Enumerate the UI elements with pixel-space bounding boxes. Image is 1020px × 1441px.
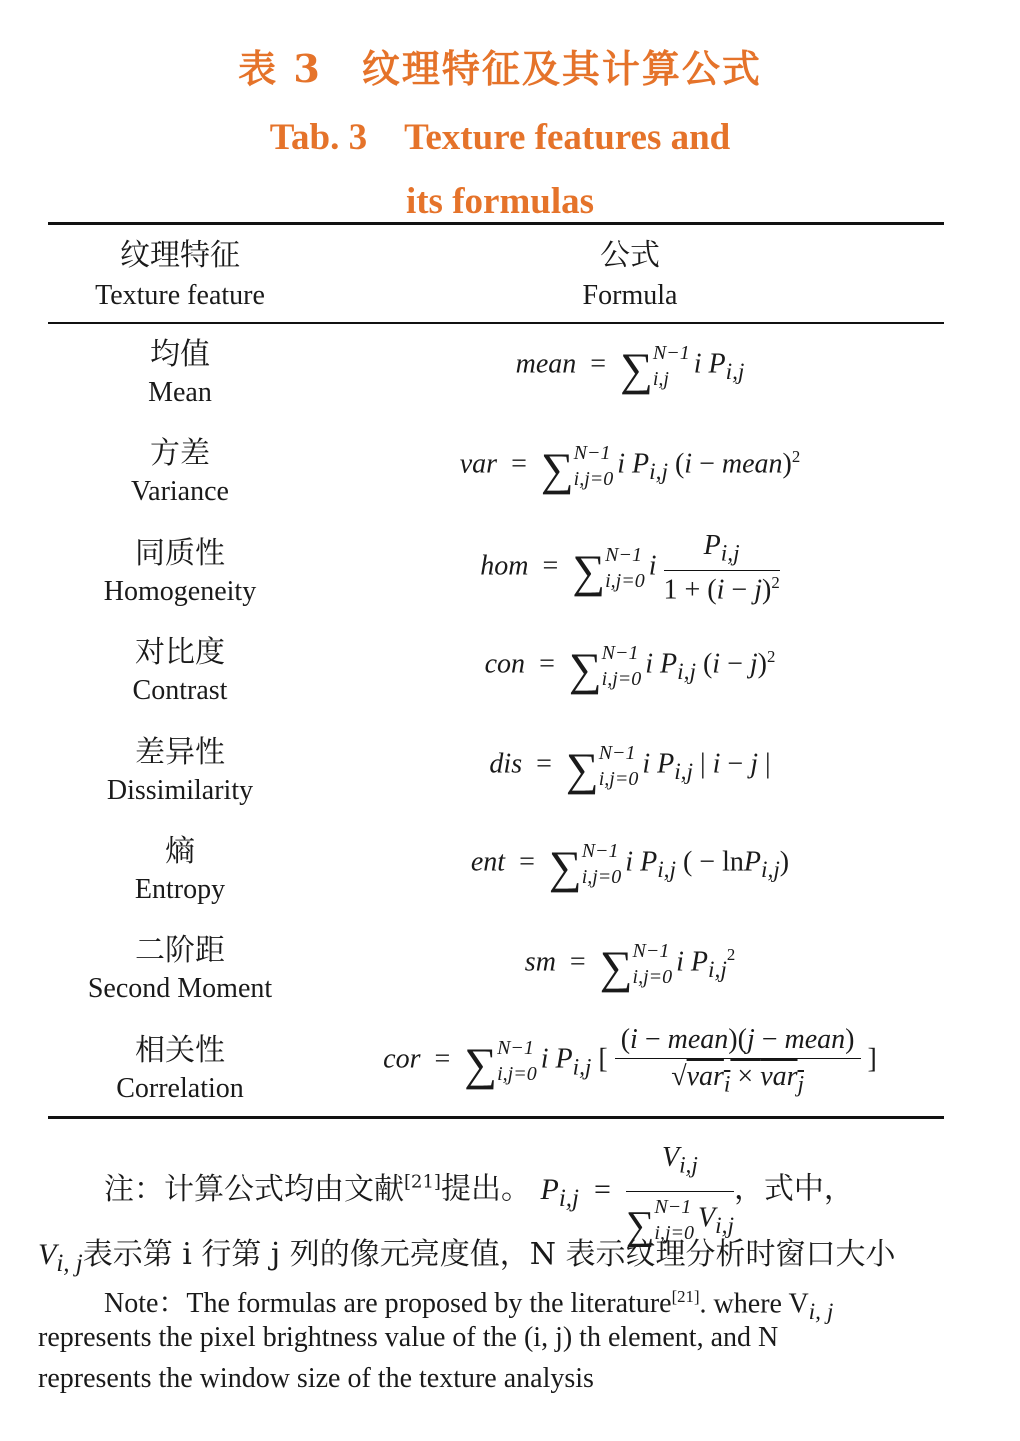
feature-correlation bbox=[60, 1032, 300, 1108]
table-title-en bbox=[0, 106, 1000, 234]
feature-cn: 熵 bbox=[165, 834, 195, 869]
note-en-rest: . where V bbox=[699, 1288, 809, 1320]
feature-cn: 相关性 bbox=[135, 1033, 225, 1068]
feature-en: Mean bbox=[148, 377, 212, 408]
header-rule bbox=[48, 322, 944, 324]
formula-homogeneity: hom = ∑ N−1 i,j=0 i $\frac{P_{i,j}}{1 + (i - j)^2}$ bbox=[480, 530, 780, 605]
feature-mean bbox=[60, 336, 300, 412]
formula-mean: mean = ∑ N−1 i,j i $P_{i,j}$ bbox=[515, 342, 745, 395]
feature-en: Contrast bbox=[132, 675, 228, 706]
header-formula-en: Formula bbox=[582, 280, 678, 311]
note-cn-mid: 提出。 bbox=[440, 1171, 531, 1207]
formula-second-moment: sm = ∑ N−1 i,j=0 i $P_{i,j}^2$ bbox=[524, 940, 736, 993]
bottom-rule bbox=[48, 1116, 944, 1119]
header-formula-cn: 公式 bbox=[600, 238, 660, 273]
feature-en: Variance bbox=[131, 476, 229, 507]
feature-contrast bbox=[60, 634, 300, 710]
note-cn: 注：计算公式均由文献[21]提出。 $P_{i,j}$ = $V_{i,j}$ ∑ N−1 i,j=0 $V_{i,j}$ ，式中， bbox=[38, 1135, 968, 1249]
feature-second-moment bbox=[60, 932, 300, 1008]
note-cn-line2-text: 表示第 i 行第 j 列的像元亮度值，N 表示纹理分析时窗口大小 bbox=[82, 1237, 896, 1272]
table-title-en-line2: its formulas bbox=[405, 181, 595, 222]
feature-en: Correlation bbox=[116, 1073, 244, 1104]
feature-entropy bbox=[60, 833, 300, 909]
note-cn-ref: [21] bbox=[404, 1171, 441, 1193]
note-en: Note：The formulas are proposed by the literature[21]. where $V_{i, j}$ bbox=[38, 1276, 968, 1333]
feature-homogeneity bbox=[60, 535, 300, 611]
formula-dissimilarity: dis = ∑ N−1 i,j=0 i $P_{i,j}$ | i − j | bbox=[489, 742, 771, 795]
feature-cn: 均值 bbox=[150, 337, 210, 372]
formula-contrast: con = ∑ N−1 i,j=0 i $P_{i,j}$ $(i - j)^2$ bbox=[484, 642, 776, 695]
feature-en: Dissimilarity bbox=[106, 775, 254, 806]
feature-en: Entropy bbox=[134, 874, 226, 905]
top-rule bbox=[48, 222, 944, 225]
note-en-line2: represents the pixel brightness value of the (i, j) th element, and N bbox=[38, 1322, 779, 1353]
header-feature-cn: 纹理特征 bbox=[120, 238, 240, 273]
header-feature bbox=[60, 236, 300, 316]
feature-cn: 差异性 bbox=[135, 735, 225, 770]
feature-dissimilarity bbox=[60, 734, 300, 810]
header-formula bbox=[480, 236, 780, 316]
feature-variance bbox=[60, 435, 300, 511]
feature-cn: 方差 bbox=[150, 436, 210, 471]
feature-cn: 对比度 bbox=[135, 635, 225, 670]
formula-correlation: cor = ∑ N−1 i,j=0 i $P_{i,j}$ [ $\frac{\text{(i − mean)(j − mean)}}{√var_i \times var_j}$ ] bbox=[383, 1024, 877, 1098]
table-title-en-line1: Tab. 3 Texture features and bbox=[269, 117, 731, 158]
feature-en: Second Moment bbox=[87, 973, 273, 1004]
formula-variance: var = ∑ N−1 i,j=0 i $P_{i,j}$ (i − mean)$^2$ bbox=[459, 442, 801, 495]
table-title-cn: 表 3 纹理特征及其计算公式 bbox=[238, 46, 762, 91]
note-en-ref: [21] bbox=[671, 1287, 700, 1306]
note-cn-line2: $V_{i, j}$表示第 i 行第 j 列的像元亮度值，N 表示纹理分析时窗口大小 bbox=[38, 1237, 896, 1277]
note-en-line3: represents the window size of the texture analysis bbox=[38, 1363, 594, 1394]
feature-cn: 二阶距 bbox=[135, 933, 225, 968]
header-feature-en: Texture feature bbox=[95, 280, 265, 311]
note-en-prefix: Note：The formulas are proposed by the literature bbox=[104, 1288, 672, 1320]
feature-cn: 同质性 bbox=[135, 536, 225, 571]
note-cn-suffix: ，式中， bbox=[733, 1171, 854, 1207]
formula-entropy: ent = ∑ N−1 i,j=0 i $P_{i,j}$ ( − lnP$_{i,j}$) bbox=[470, 840, 790, 893]
note-cn-prefix: 注：计算公式均由文献 bbox=[104, 1171, 404, 1207]
feature-en: Homogeneity bbox=[103, 576, 257, 607]
